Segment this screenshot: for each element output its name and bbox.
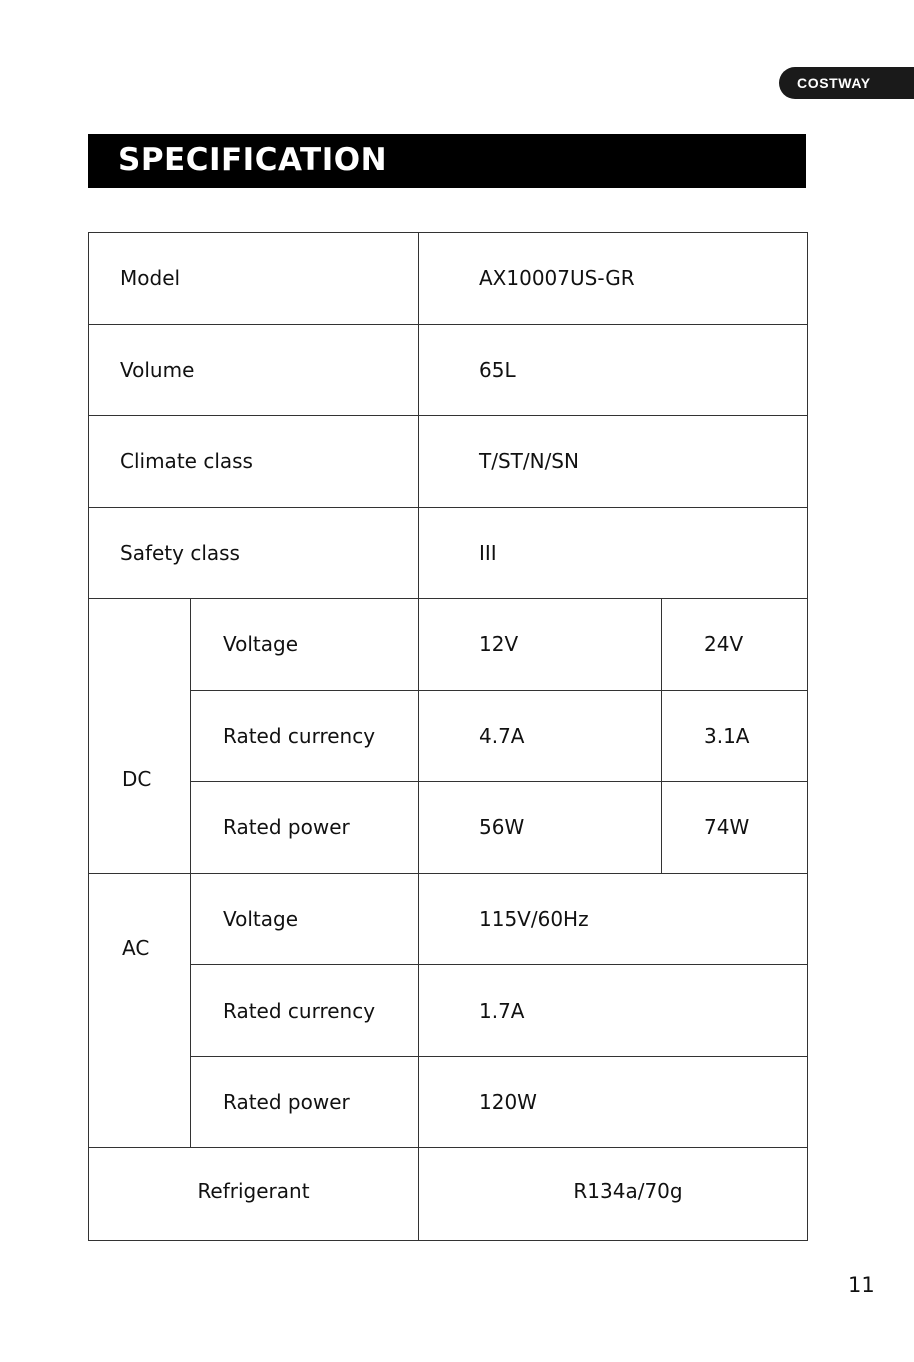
spec-label-safety-class: Safety class — [89, 507, 419, 599]
spec-label-climate-class: Climate class — [89, 416, 419, 508]
refrigerant-label: Refrigerant — [89, 1148, 419, 1241]
dc-current-12v-value: 4.7A — [419, 690, 662, 782]
dc-voltage-12v-value: 12V — [419, 599, 662, 691]
ac-current-label: Rated currency — [191, 965, 419, 1057]
table-row — [89, 233, 808, 325]
spec-label-volume: Volume — [89, 324, 419, 416]
table-row — [89, 416, 808, 508]
ac-current-value: 1.7A — [419, 965, 808, 1057]
table-row — [89, 507, 808, 599]
spec-value-climate-class: T/ST/N/SN — [419, 416, 808, 508]
dc-voltage-24v-value: 24V — [662, 599, 808, 691]
group-label-dc: DC — [89, 599, 191, 874]
refrigerant-value: R134a/70g — [419, 1148, 808, 1241]
spec-value-safety-class: III — [419, 507, 808, 599]
spec-value-model: AX10007US-GR — [419, 233, 808, 325]
table-row — [89, 1148, 808, 1241]
table-row — [89, 965, 808, 1057]
ac-voltage-value: 115V/60Hz — [419, 873, 808, 965]
dc-power-label: Rated power — [191, 782, 419, 874]
table-row — [89, 1056, 808, 1148]
section-title-bar — [88, 134, 806, 188]
ac-power-label: Rated power — [191, 1056, 419, 1148]
page-title: SPECIFICATION — [118, 142, 388, 178]
group-label-ac: AC — [89, 873, 191, 1148]
dc-power-24v-value: 74W — [662, 782, 808, 874]
page-number: 11 — [848, 1273, 875, 1297]
ac-voltage-label: Voltage — [191, 873, 419, 965]
brand-logo: COSTWAY — [779, 67, 914, 99]
dc-current-24v-value: 3.1A — [662, 690, 808, 782]
dc-current-label: Rated currency — [191, 690, 419, 782]
dc-voltage-label: Voltage — [191, 599, 419, 691]
table-row — [89, 782, 808, 874]
spec-label-model: Model — [89, 233, 419, 325]
specification-table — [88, 232, 808, 1241]
dc-power-12v-value: 56W — [419, 782, 662, 874]
table-row — [89, 599, 808, 691]
table-row — [89, 690, 808, 782]
spec-value-volume: 65L — [419, 324, 808, 416]
table-row — [89, 324, 808, 416]
ac-power-value: 120W — [419, 1056, 808, 1148]
table-row — [89, 873, 808, 965]
